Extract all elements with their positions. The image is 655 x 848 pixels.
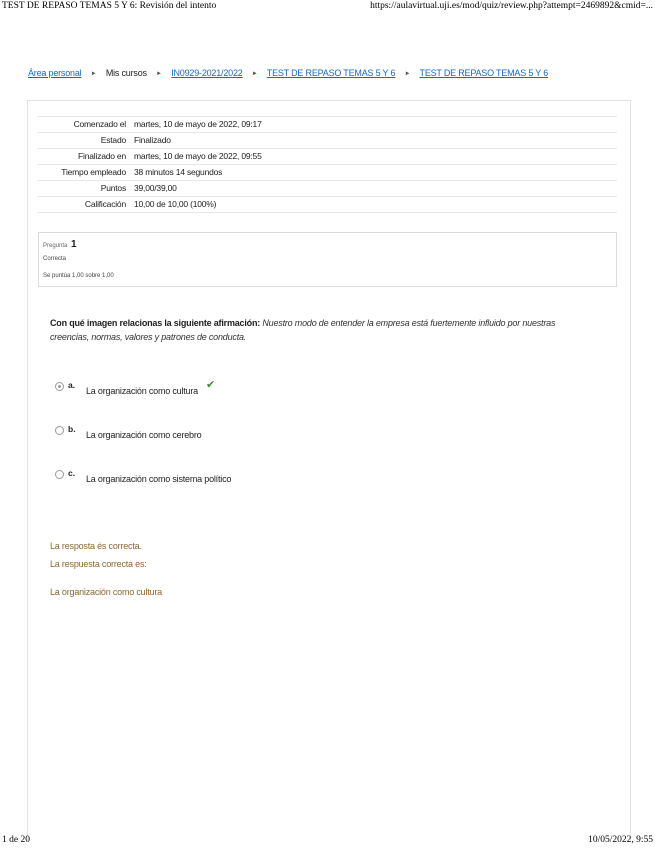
table-row — [38, 117, 617, 133]
answer-radio-b[interactable] — [55, 426, 64, 435]
breadcrumb-my-courses: Mis cursos — [105, 68, 147, 78]
question-info-box — [38, 232, 617, 287]
breadcrumb-separator-icon: ► — [90, 71, 97, 77]
breadcrumb-separator-icon: ► — [156, 71, 162, 77]
breadcrumb-separator-icon: ► — [251, 71, 258, 77]
breadcrumb — [28, 68, 548, 78]
answer-label-c: La organización como sistema político — [86, 474, 232, 484]
answer-letter-c: c. — [68, 468, 76, 478]
checkmark-icon: ✔ — [206, 379, 216, 391]
question-state: Correcta — [43, 256, 67, 262]
breadcrumb-separator-icon: ► — [404, 71, 411, 77]
question-number-label: Pregunta — [43, 243, 68, 249]
question-quote: Nuestro modo de entender la empresa está fuertemente influido por nuestras creencias, normas, valores y patrones de conducta. — [50, 318, 556, 342]
breadcrumb-home-link[interactable]: Área personal — [28, 68, 82, 78]
print-header — [0, 0, 655, 14]
print-datetime: 10/05/2022, 9:55 — [588, 835, 653, 845]
summary-label-marks: Puntos — [100, 183, 126, 193]
feedback-correct-intro: La respuesta correcta es: — [50, 559, 147, 569]
table-row — [38, 133, 617, 149]
summary-label-completed: Finalizado en — [78, 151, 126, 161]
summary-label-grade: Calificación — [84, 199, 126, 209]
summary-value-completed: martes, 10 de mayo de 2022, 09:55 — [134, 151, 262, 161]
table-row — [38, 181, 617, 197]
summary-value-time-taken: 38 minutos 14 segundos — [134, 167, 223, 177]
answer-label-a: La organización como cultura — [86, 386, 198, 396]
question-number — [43, 239, 77, 250]
answer-radio-a[interactable] — [55, 382, 64, 391]
answer-letter-b: b. — [68, 424, 76, 434]
table-row — [38, 149, 617, 165]
question-number-value: 1 — [71, 239, 77, 250]
print-page-number: 1 de 20 — [2, 835, 30, 845]
attempt-summary-table — [38, 116, 617, 213]
summary-label-time-taken: Tiempo empleado — [61, 167, 126, 177]
summary-label-started: Comenzado el — [73, 119, 126, 129]
question-grade: Se puntúa 1,00 sobre 1,00 — [43, 273, 114, 279]
summary-label-state: Estado — [100, 135, 126, 145]
summary-value-grade: 10,00 de 10,00 (100%) — [134, 199, 217, 209]
answer-label-b: La organización como cerebro — [86, 430, 202, 440]
breadcrumb-section-link[interactable]: TEST DE REPASO TEMAS 5 Y 6 — [266, 68, 396, 78]
question-text — [50, 316, 590, 344]
feedback-result: La resposta és correcta. — [50, 541, 142, 551]
table-row — [38, 197, 617, 213]
print-page-title: TEST DE REPASO TEMAS 5 Y 6: Revisión del intento — [2, 1, 217, 11]
table-row — [38, 165, 617, 181]
answer-letter-a: a. — [68, 380, 76, 390]
question-lead: Con qué imagen relacionas la siguiente afirmación: — [50, 318, 261, 328]
breadcrumb-quiz-link[interactable]: TEST DE REPASO TEMAS 5 Y 6 — [419, 68, 549, 78]
summary-value-state: Finalizado — [134, 135, 171, 145]
feedback-correct-answer: La organización como cultura — [50, 587, 162, 597]
print-page-url: https://aulavirtual.uji.es/mod/quiz/review.php?attempt=2469892&cmid=... — [370, 1, 653, 11]
summary-value-started: martes, 10 de mayo de 2022, 09:17 — [134, 119, 262, 129]
print-footer — [0, 835, 655, 848]
answer-radio-c[interactable] — [55, 470, 64, 479]
summary-value-marks: 39,00/39,00 — [134, 183, 177, 193]
breadcrumb-course-link[interactable]: IN0929-2021/2022 — [171, 68, 243, 78]
